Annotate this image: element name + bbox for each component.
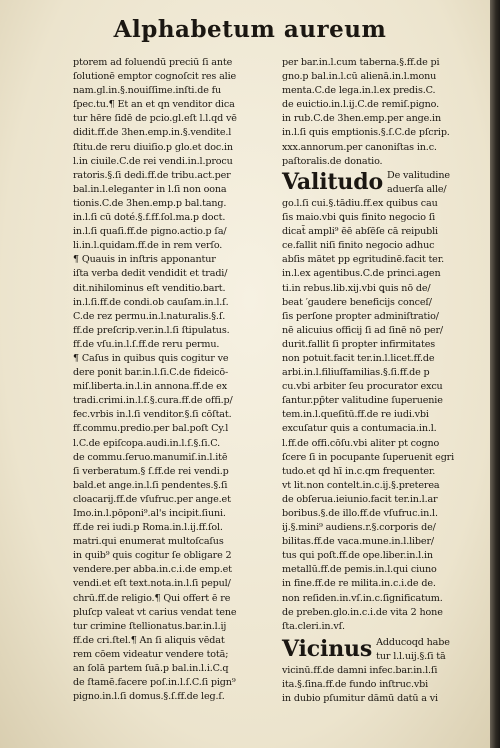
text-line: paſtoralis.de donatio.	[282, 155, 383, 167]
text-line: ſtitu.de reru diuiſio.p glo.et doc.in	[73, 141, 233, 153]
text-line: matri.qui enumerat multoſcaſus	[73, 536, 224, 548]
text-line: tur l.l.uij.§.ſi tā	[376, 650, 446, 662]
page-edge-shadow	[490, 0, 500, 748]
text-line: in.l.ex agentibus.C.de princi.agen	[282, 268, 441, 280]
text-line: bal.in.l.eleganter in l.ſi non oona	[73, 183, 227, 195]
text-line: ¶ Caſus in quibus quis cogitur ve	[73, 352, 229, 364]
text-line: excuſatur quis a contumacia.in.l.	[282, 423, 437, 435]
text-line: tur crimine ſtellionatus.bar.in.l.ij	[73, 620, 227, 632]
text-line: iſta verba dedit vendidit et tradi/	[73, 268, 228, 280]
text-line: miſ.liberta.in.l.in annona.ff.de ex	[73, 381, 227, 393]
text-line: go.l.ſi cui.§.tādiu.ff.ex quibus cau	[282, 197, 438, 209]
text-line: ff.de rei iudi.p Roma.in.l.ij.ff.ſol.	[73, 522, 223, 534]
entry-vicinus	[282, 636, 485, 706]
left-column	[73, 56, 273, 704]
text-line: de euictio.in.l.ij.C.de remiſ.pigno.	[282, 99, 439, 111]
text-line: in.l.ſi cū doté.§.f.ff.ſol.ma.p doct.	[73, 212, 226, 224]
text-line: tudo.et qd hī in.c.qm frequenter.	[282, 465, 436, 477]
text-line: tur hēre ſidē de pcio.gl.eſt l.l.qd vē	[73, 113, 237, 125]
text-line: fec.vrbis in.l.ſi venditor.§.ſi cōſtat.	[73, 409, 232, 421]
text-line: in dubio pſumitur dāmū datū a vi	[282, 693, 438, 705]
text-line: ſis perſone propter adminiſtratio/	[282, 310, 439, 322]
text-line: cloacarij.ff.de vſufruc.per ange.et	[73, 493, 231, 505]
text-line: l.in ciuile.C.de rei vendi.in.l.procu	[73, 155, 233, 167]
text-line: didit.ff.de 3hen.emp.in.§.vendite.l	[73, 127, 232, 139]
text-line: Imo.in.l.pōponi⁹.al's incipit.ſiuni.	[73, 508, 226, 519]
text-line: non reſiden.in.vſ.in.c.ſignificatum.	[282, 592, 443, 604]
text-line: boribus.§.de illo.ff.de vſufruc.in.l.	[282, 508, 438, 519]
text-line: ſcere ſi in pocupante ſuperuenit egri	[282, 451, 455, 463]
text-line: de obſerua.ieiunio.facit ter.in.l.ar	[282, 493, 438, 505]
text-line: non potuit.facit ter.in.l.licet.ff.de	[282, 352, 435, 364]
text-line: tus qui poſt.ff.de ope.liber.in.l.in	[282, 550, 433, 562]
text-line: in.l.ſi quis emptionis.§.ſ.C.de pſcrip.	[282, 127, 450, 139]
text-line: in fine.ff.de re milita.in.c.i.de de.	[282, 578, 436, 590]
running-head: Alphabetum aureum	[113, 16, 387, 43]
text-line: cu.vbi arbiter ſeu procurator excu	[282, 381, 443, 393]
text-line: de preben.glo.in.c.i.de vita 2 hone	[282, 606, 443, 618]
text-line: ita.§.ſina.ff.de fundo inſtruc.vbi	[282, 679, 429, 691]
text-line: ptorem ad foluendū preciū ſi ante	[73, 57, 233, 68]
text-line: abſis mātet pp egritudinē.facit ter.	[282, 254, 444, 266]
text-line: ſpec.tu.¶ Et an et qn venditor dica	[73, 99, 235, 111]
right-column-top-text	[282, 56, 485, 169]
text-line: gno.p bal.in.l.cū alienā.in.l.monu	[282, 71, 437, 83]
text-line: in.l.ſi.ff.de condi.ob cauſam.in.l.ſ.	[73, 296, 229, 308]
text-line: an ſolā partem ſuā.p bal.in.l.i.C.q	[73, 663, 229, 675]
text-line: l.C.de epiſcopa.audi.in.l.ſ.§.ſi.C.	[73, 437, 221, 449]
text-line: dicat̄ ampli⁹ ēē abſēſe cā reipubli	[282, 226, 438, 238]
entry-text	[282, 169, 485, 634]
text-line: C.de rez permu.in.l.naturalis.§.ſ.	[73, 310, 226, 322]
text-line: ff.de vſu.in.l.ſ.ff.de reru permu.	[73, 338, 220, 350]
text-line: ratoris.§.ſi dedi.ff.de tribu.act.per	[73, 169, 231, 181]
text-line: ij.§.mini⁹ audiens.r.§.corporis de/	[282, 522, 436, 534]
text-line: ſi verberatum.§ ſ.ff.de rei vendi.p	[73, 465, 229, 477]
text-line: vendi.et eſt text.nota.in.l.ſi pepul/	[73, 578, 231, 590]
text-line: in.l.ſi quaſi.ff.de pigno.actio.p ſa/	[73, 226, 227, 238]
text-line: menta.C.de lega.in.l.ex predis.C.	[282, 85, 436, 97]
entry-headword: Valitudo	[282, 168, 384, 195]
text-line: de ſtamē.facere poſ.in.l.ſ.C.ſi pign⁹	[73, 677, 236, 689]
text-line: ſantur.pp̄ter valitudine ſuperuenie	[282, 395, 443, 407]
text-line: vt lit.non contelt.in.c.ij.§.preterea	[282, 479, 440, 491]
text-line: ſolutionē emptor cognoſcit res alie	[73, 71, 237, 83]
text-line: in quib⁹ quis cogitur ſe obligare 2	[73, 550, 232, 562]
text-line: tradi.crimi.in.l.ſ.§.cura.ff.de offi.p/	[73, 395, 233, 407]
text-line: tionis.C.de 3hen.emp.p bal.tang.	[73, 197, 227, 209]
text-line: tem.in.l.queſitū.ff.de re iudi.vbi	[282, 409, 429, 421]
text-line: dere ponit bar.in.l.ſi.C.de fideicō-	[73, 367, 229, 379]
text-line: ſta.cleri.in.vſ.	[282, 620, 345, 632]
text-line: durit.fallit ſi propter infirmitates	[282, 338, 435, 350]
right-column	[282, 56, 485, 706]
text-line: ¶ Quauis in inſtris apponantur	[73, 254, 216, 266]
text-line: pluſcp valeat vt carius vendat tene	[73, 606, 237, 618]
entry-headword: Vicinus	[282, 635, 373, 662]
text-line: rem cōem videatur vendere totā;	[73, 648, 229, 660]
entry-valitudo	[282, 169, 485, 634]
text-line: aduerſa alle/	[387, 183, 447, 195]
text-line: metallū.ff.de pemis.in.l.qui ciuno	[282, 564, 437, 576]
text-line: ti.in rebus.lib.xij.vbi ꝗuis nō de/	[282, 282, 431, 294]
text-line: in rub.C.de 3hen.emp.per ange.in	[282, 113, 441, 125]
text-line: Adducoqd habe	[376, 636, 450, 648]
text-line: ff.de preſcrip.ver.in.l.ſi ſtipulatus.	[73, 324, 230, 336]
text-line: nē alicuius officij ſi ad ſinē nō per/	[282, 324, 443, 336]
text-line: ff.commu.predio.per bal.poſt Cy.l	[73, 423, 229, 435]
text-line: vicinū.ff.de damni infec.bar.in.l.ſi	[282, 665, 438, 677]
text-line: xxx.annorum.per canoniſtas in.c.	[282, 141, 437, 153]
text-line: de commu.ſeruo.manumiſ.in.l.itē	[73, 451, 228, 463]
text-line: bilitas.ff.de vaca.mune.in.l.liber/	[282, 536, 434, 548]
text-line: per bar.in.l.cum taberna.§.ff.de pi	[282, 57, 440, 68]
text-line: arbi.in.l.filiuſfamilias.§.ſi.ff.de p	[282, 367, 430, 379]
text-line: dit.nihilominus eſt venditio.bart.	[73, 282, 226, 294]
text-line: beat ′gaudere beneficijs conceſ/	[282, 296, 432, 308]
text-line: ff.de cri.ſtel.¶ An ſi aliquis vēdat	[73, 634, 225, 646]
text-line: chrū.ff.de religio.¶ Qui offert ē re	[73, 592, 231, 604]
text-line: ce.fallit niſi finito negocio adhuc	[282, 240, 435, 252]
text-line: ſis maio.vbi ꝗuis finito negocio ſi	[282, 212, 436, 224]
text-line: nam.gl.in.§.nouiſſime.inſti.de fu	[73, 85, 222, 97]
text-line: De valitudine	[387, 169, 450, 181]
text-line: vendere.per abba.in.c.i.de emp.et	[73, 564, 232, 576]
text-line: l.ff.de offi.cōſu.vbi aliter pt cogno	[282, 437, 440, 449]
text-line: li.in.l.quidam.ff.de in rem verſo.	[73, 240, 223, 252]
text-line: pigno.in.l.ſi domus.§.ſ.ff.de leg.ſ.	[73, 691, 225, 703]
text-line: bald.et ange.in.l.ſi pendentes.§.ſi	[73, 479, 228, 491]
